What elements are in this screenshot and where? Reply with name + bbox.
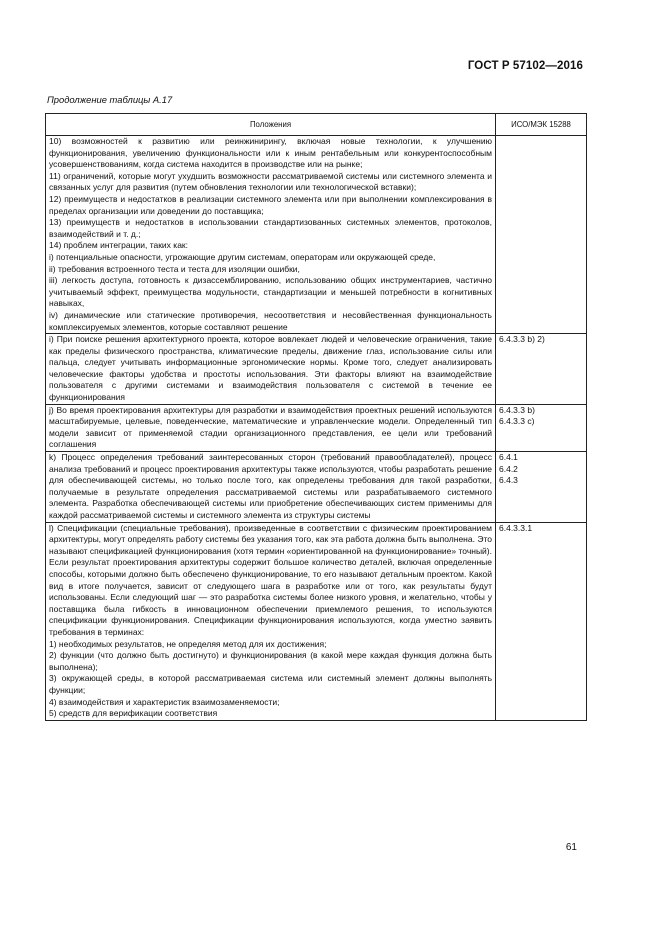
- column-header-iso-reference: ИСО/МЭК 15288: [496, 114, 587, 136]
- iso-reference-cell: [496, 452, 587, 523]
- table-row: [46, 522, 587, 720]
- table-row: [46, 404, 587, 451]
- provision-text: 14) проблем интеграции, таких как:: [49, 240, 189, 251]
- provision-text: i) потенциальные опасности, угрожающие другим системам, операторам или окружающей среде,: [49, 251, 436, 262]
- provision-text: 5) средств для верификации соответствия: [49, 708, 218, 719]
- provision-text: j) Во время проектирования архитектуры для разработки и взаимодействия проектных решений используются масштабируемые, целевые, поведенческие, математические и управленческие модели. Определенный тип модели зависит от применяемой стадии организационного представления, ее цели или требований соглашения: [49, 404, 492, 450]
- iso-clause-reference: 6.4.2: [499, 463, 518, 474]
- iso-reference-cell: [496, 334, 587, 405]
- provision-text: iv) динамические или статические противоречия, несоответствия и несовйественная функциональность комплексируемых элементов, которые составляют решение: [49, 309, 492, 332]
- provision-text: i) При поиске решения архитектурного проекта, которое вовлекает людей и человеческие ограничения, такие как пределы физического пространства, климатические пределы, движение глаз, использование силы или пальца, следует учитывать информационные эргономические нормы. Кроме того, следует анализировать человеческие факторы удобства и простоты использования. Эти факторы влияют на взаимодействие пользователя с другими системами и взаимодействия пользователя с системой в течение ее функционирования: [49, 334, 492, 403]
- iso-clause-reference: 6.4.3.3 b): [499, 404, 535, 415]
- provision-text: k) Процесс определения требований заинтересованных сторон (требований правообладателей), процесс анализа требований и процесс проектирования архитектуры также используются, чтобы разработать решение для обеспечивающей системы, но только после того, как определены требования для такой разработки, получаемые в результате определения рассматриваемой системы или разрабатываемого системного элемента. Разработка обеспечивающей системы или приобретение обеспечивающих систем применимы для каждой рассматриваемой системы и системного элемента из структуры системы: [49, 452, 492, 520]
- provision-text: l) Спецификации (специальные требования), произведенные в соответствии с физическим проектированием архитектуры, могут определять работу системы без указания того, как эта работа должна быть выполнена. Это называют спецификацией функционирования (хотя термин «ориентированной на функционирование» точный). Если результат проектирования архитектуры содержит большое количество деталей, включая определенные способы, которыми должно быть обеспечено функционирование, то его называют детальным проектом. Какой вид в итоге получается, зависит от следующего шага в разработке или от того, как результаты будут использованы. Если следующий шаг — это разработка системы более низкого уровня, и желательно, чтобы у поставщика была гибкость в инновационном обеспечении приемлемого решения, то используются спецификации функционирования. Спецификации функционирования используются, когда уместно заявить требования в терминах:: [49, 522, 492, 637]
- table-row: [46, 334, 587, 405]
- provision-text: 12) преимуществ и недостатков в реализации системного элемента или при выполнении комплексирования в пределах организации или доведении до поставщика;: [49, 193, 492, 216]
- provision-text: iii) легкость доступа, готовность к дизассемблированию, использованию общих инструментариев, частично учитываемый эффект, преимущества модульности, стандартизации и меньшей потребности в когнитивных навыках,: [49, 275, 492, 309]
- provision-cell: [46, 522, 496, 720]
- iso-clause-reference: 6.4.1: [499, 452, 518, 463]
- provision-text: 1) необходимых результатов, не определяя метод для их достижения;: [49, 638, 327, 649]
- table-continuation-caption: Продолжение таблицы А.17: [47, 94, 173, 105]
- standard-code: ГОСТ Р 57102—2016: [467, 60, 583, 72]
- iso-clause-reference: 6.4.3: [499, 475, 518, 486]
- provision-text: ii) требования встроенного теста и теста для изоляции ошибки,: [49, 263, 300, 274]
- column-header-provisions: Положения: [46, 114, 496, 136]
- provision-cell: [46, 334, 496, 405]
- provision-text: 11) ограничений, которые могут ухудшить возможности рассматриваемой системы или системного элемента и связанных услуг для развития (путем обновления технологии или технологической вставки);: [49, 170, 492, 193]
- provision-text: 3) окружающей среды, в которой рассматриваемая система или системный элемент должны выполнять функции;: [49, 673, 492, 695]
- iso-reference-cell: [496, 404, 587, 451]
- page-number: 61: [565, 842, 577, 853]
- iso-reference-cell: [496, 522, 587, 720]
- table-row: [46, 452, 587, 523]
- table-row: [46, 136, 587, 334]
- iso-reference-cell: [496, 136, 587, 334]
- provision-cell: [46, 404, 496, 451]
- iso-clause-reference: 6.4.3.3 b) 2): [499, 334, 545, 345]
- provision-text: 2) функции (что должно быть достигнуто) и функционирования (в какой мере каждая функция должна быть выполнена);: [49, 650, 492, 672]
- iso-clause-reference: 6.4.3.3.1: [499, 522, 533, 533]
- provision-cell: [46, 452, 496, 523]
- provision-cell: [46, 136, 496, 334]
- table-header-row: [46, 114, 587, 136]
- provision-text: 10) возможностей к развитию или реинжинирингу, включая новые технологии, к улучшению функционирования, увеличению функциональности или к иным рентабельным или конкурентоспособным усовершенствованиям, когда система находится в производстве или на рынке;: [49, 136, 492, 170]
- iso-clause-reference: 6.4.3.3 c): [499, 416, 535, 427]
- provisions-table: [45, 113, 587, 721]
- provision-text: 13) преимуществ и недостатков в использовании стандартизованных системных элементов, протоколов, взаимодействий и т. д.;: [49, 217, 492, 239]
- provision-text: 4) взаимодействия и характеристик взаимозаменяемости;: [49, 696, 280, 707]
